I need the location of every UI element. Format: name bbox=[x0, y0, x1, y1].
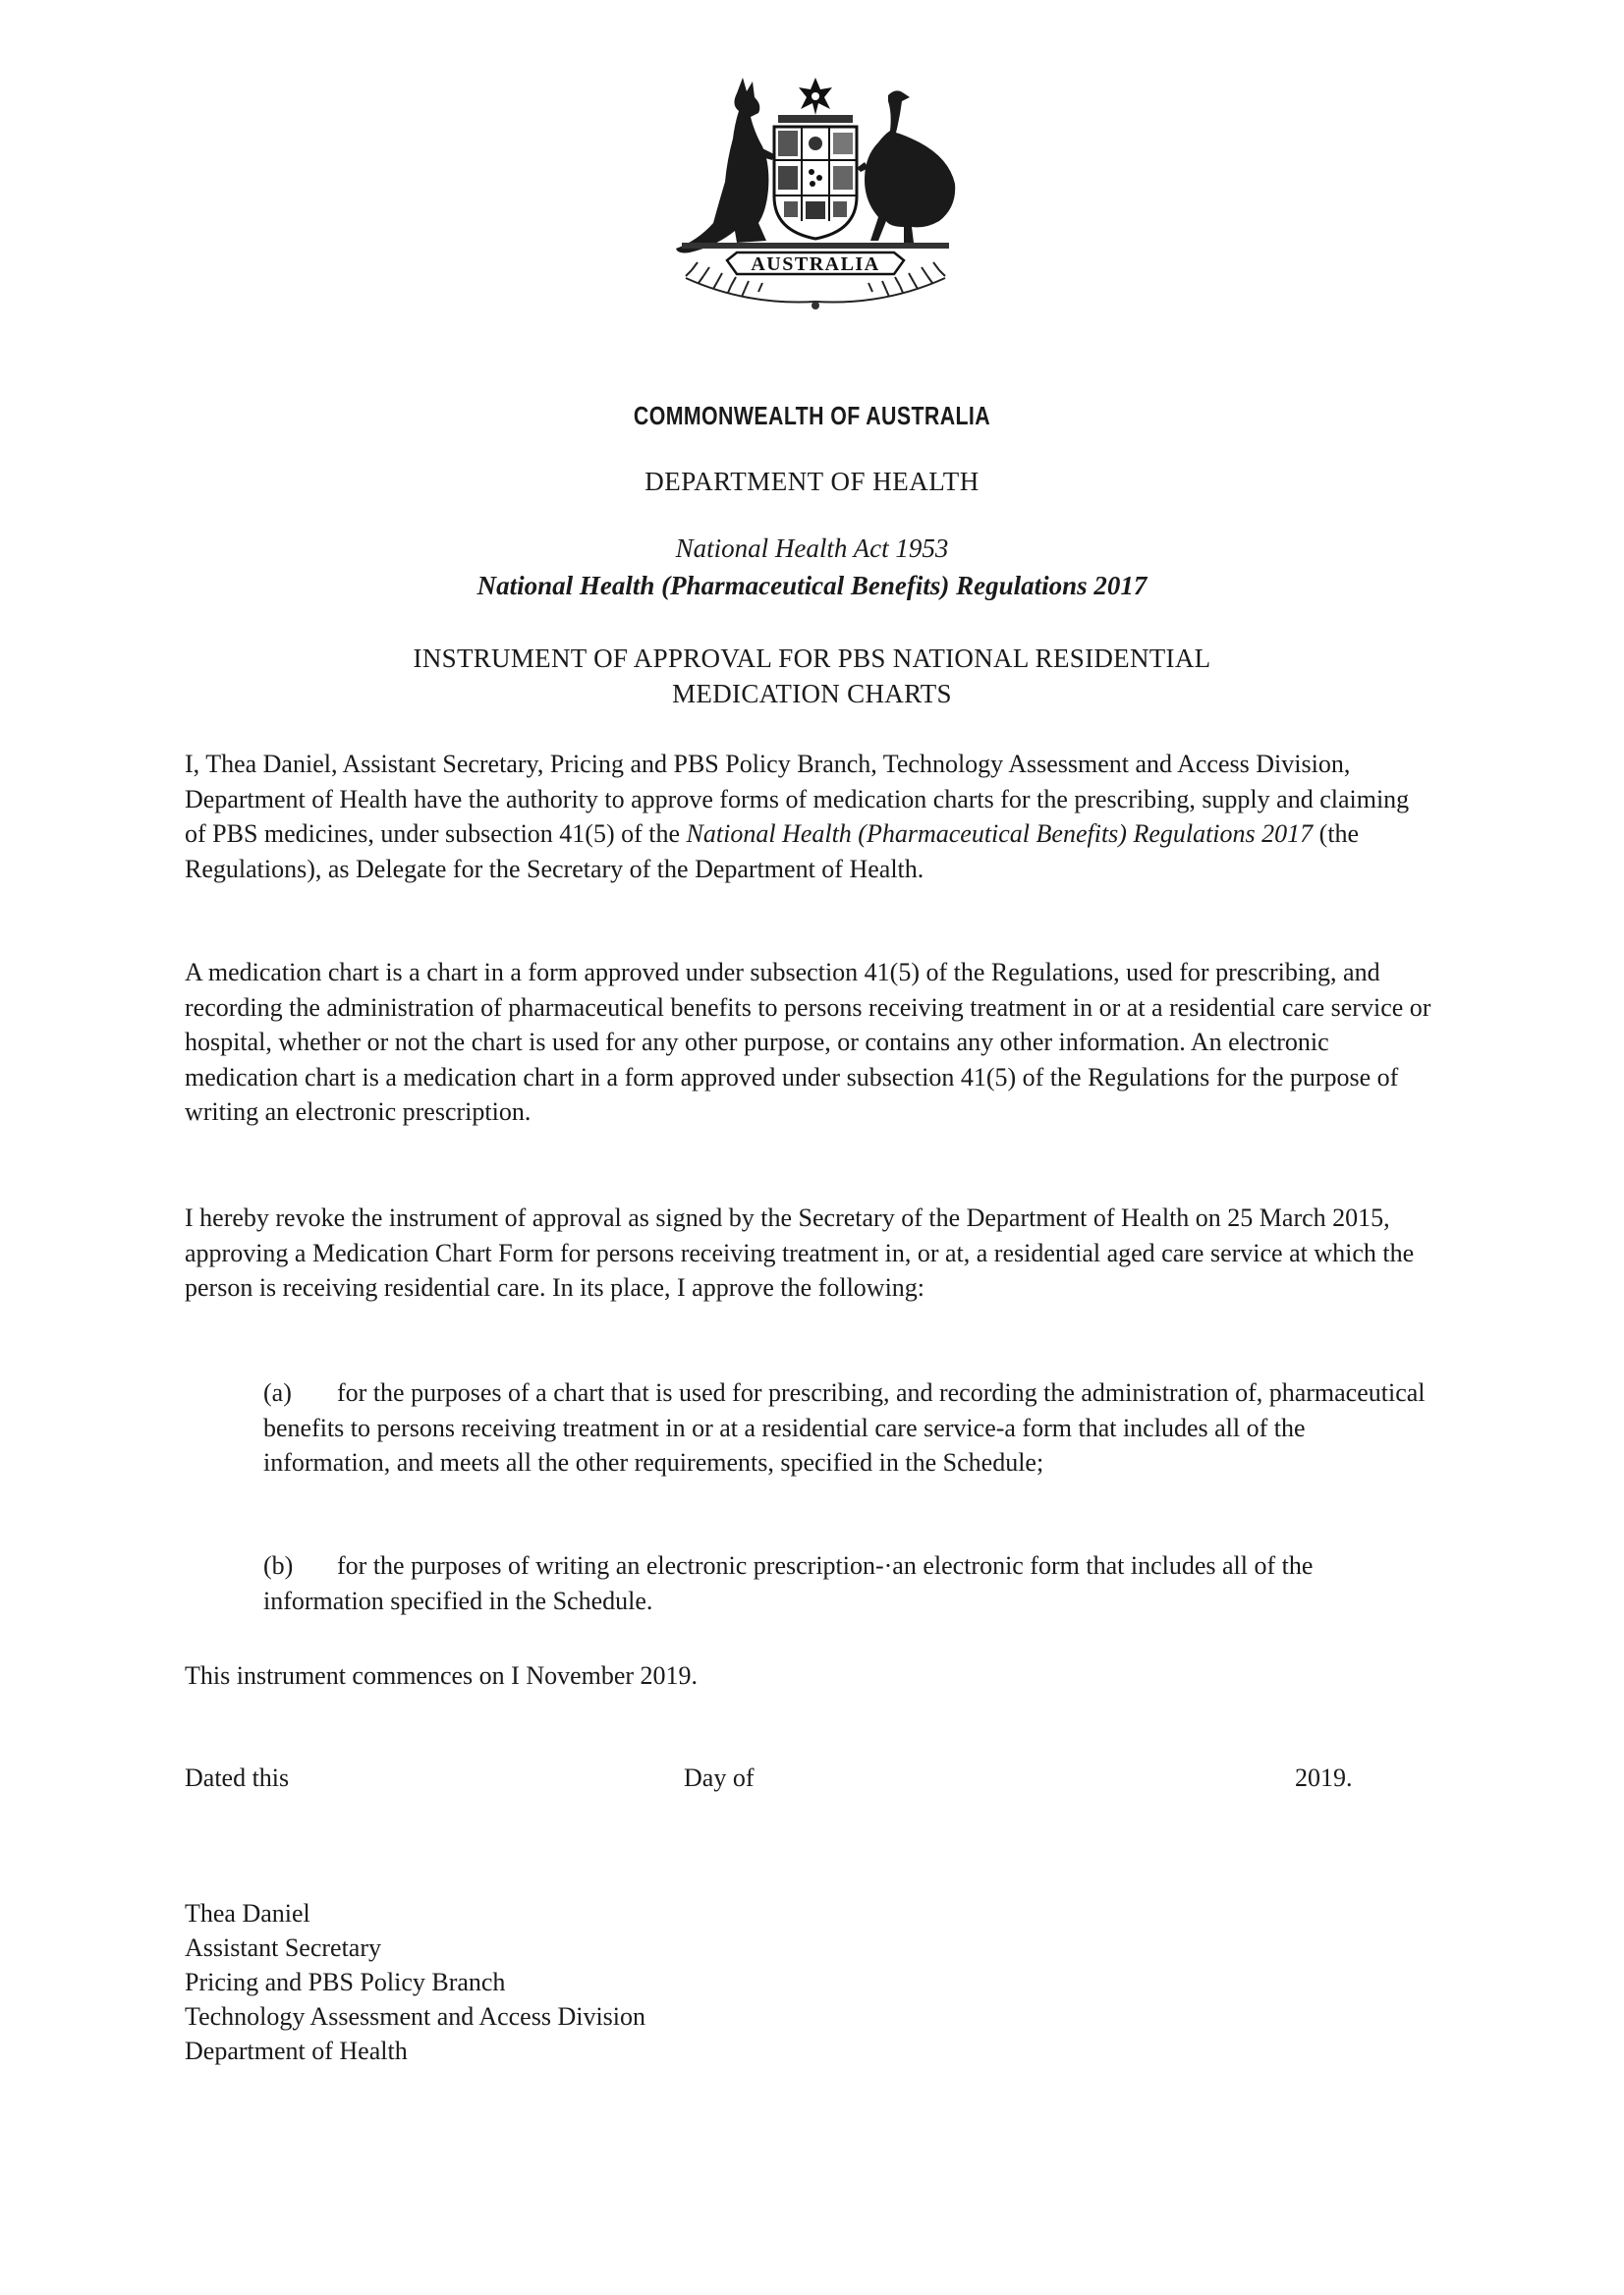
definition-paragraph: A medication chart is a chart in a form approved under subsection 41(5) of the Regulations, used for prescribing, and recording the administration of pharmaceutical benefits to persons receiving treatment in or at a residential care service or hospital, whether or not the chart is used for any other purpose, or contains any other information. An electronic medication chart is a medication chart in a form approved under subsection 41(5) of the Regulations for the purpose of writing an electronic prescription. bbox=[185, 958, 1431, 1126]
department-heading: DEPARTMENT OF HEALTH bbox=[644, 467, 980, 496]
instrument-title-line2: MEDICATION CHARTS bbox=[672, 679, 952, 708]
commencement-paragraph: This instrument commences on I November 2019. bbox=[185, 1661, 699, 1690]
regulations-title: National Health (Pharmaceutical Benefits) Regulations 2017 bbox=[476, 571, 1148, 600]
revocation-paragraph: I hereby revoke the instrument of approval as signed by the Secretary of the Department of Health on 25 March 2015, approving a Medication Chart Form for persons receiving treatment in, or at, a residential aged care service at which the person is receiving residential care. In its place, I approve the following: bbox=[185, 1203, 1415, 1302]
commonwealth-star bbox=[799, 78, 832, 115]
dated-line bbox=[185, 1761, 1383, 1800]
crest-label: AUSTRALIA bbox=[751, 253, 880, 275]
kangaroo bbox=[676, 78, 774, 253]
signature-block bbox=[185, 1896, 645, 2068]
approval-item-a bbox=[263, 1375, 1437, 1481]
signatory-position: Assistant Secretary bbox=[185, 1933, 382, 1962]
signatory-name: Thea Daniel bbox=[185, 1899, 310, 1928]
item-b-label: (b) bbox=[263, 1551, 294, 1580]
instrument-title-line1: INSTRUMENT OF APPROVAL FOR PBS NATIONAL RESIDENTIAL bbox=[413, 644, 1211, 673]
shield bbox=[774, 127, 857, 239]
authority-text-end: (the Regulations), as Delegate for the Secretary of the Department of Health. bbox=[185, 819, 1360, 883]
authority-paragraph bbox=[185, 747, 1432, 886]
emu bbox=[857, 90, 955, 243]
dated-this-label: Dated this bbox=[185, 1763, 290, 1792]
item-a-label: (a) bbox=[263, 1378, 292, 1407]
item-b-text: for the purposes of writing an electronic prescription-·an electronic form that includes all of the information specified in the Schedule. bbox=[263, 1551, 1314, 1615]
item-a-text: for the purposes of a chart that is used for prescribing, and recording the administration of, pharmaceutical benefits to persons receiving treatment in or at a residential care service-a form that includes all of the information, and meets all the other requirements, specified in the Schedule; bbox=[263, 1378, 1426, 1477]
signatory-division: Technology Assessment and Access Division bbox=[185, 2002, 646, 2031]
day-of-label: Day of bbox=[684, 1763, 755, 1792]
signatory-department: Department of Health bbox=[185, 2037, 408, 2065]
dated-year: 2019. bbox=[1295, 1763, 1353, 1792]
commonwealth-heading: COMMONWEALTH OF AUSTRALIA bbox=[633, 401, 991, 430]
signatory-branch: Pricing and PBS Policy Branch bbox=[185, 1968, 506, 1996]
approval-item-b bbox=[263, 1548, 1437, 1618]
coat-of-arms-crest bbox=[668, 74, 963, 314]
act-title: National Health Act 1953 bbox=[675, 533, 949, 563]
regulations-reference: National Health (Pharmaceutical Benefits) Regulations 2017 bbox=[686, 819, 1314, 848]
authority-text-start: I, Thea Daniel, Assistant Secretary, Pricing and PBS Policy Branch, Technology Assessment and Access Division, Department of Health have the authority to approve forms of medication charts for the prescribing, supply and claiming of PBS medicines, under subsection 41(5) of the bbox=[185, 750, 1410, 848]
